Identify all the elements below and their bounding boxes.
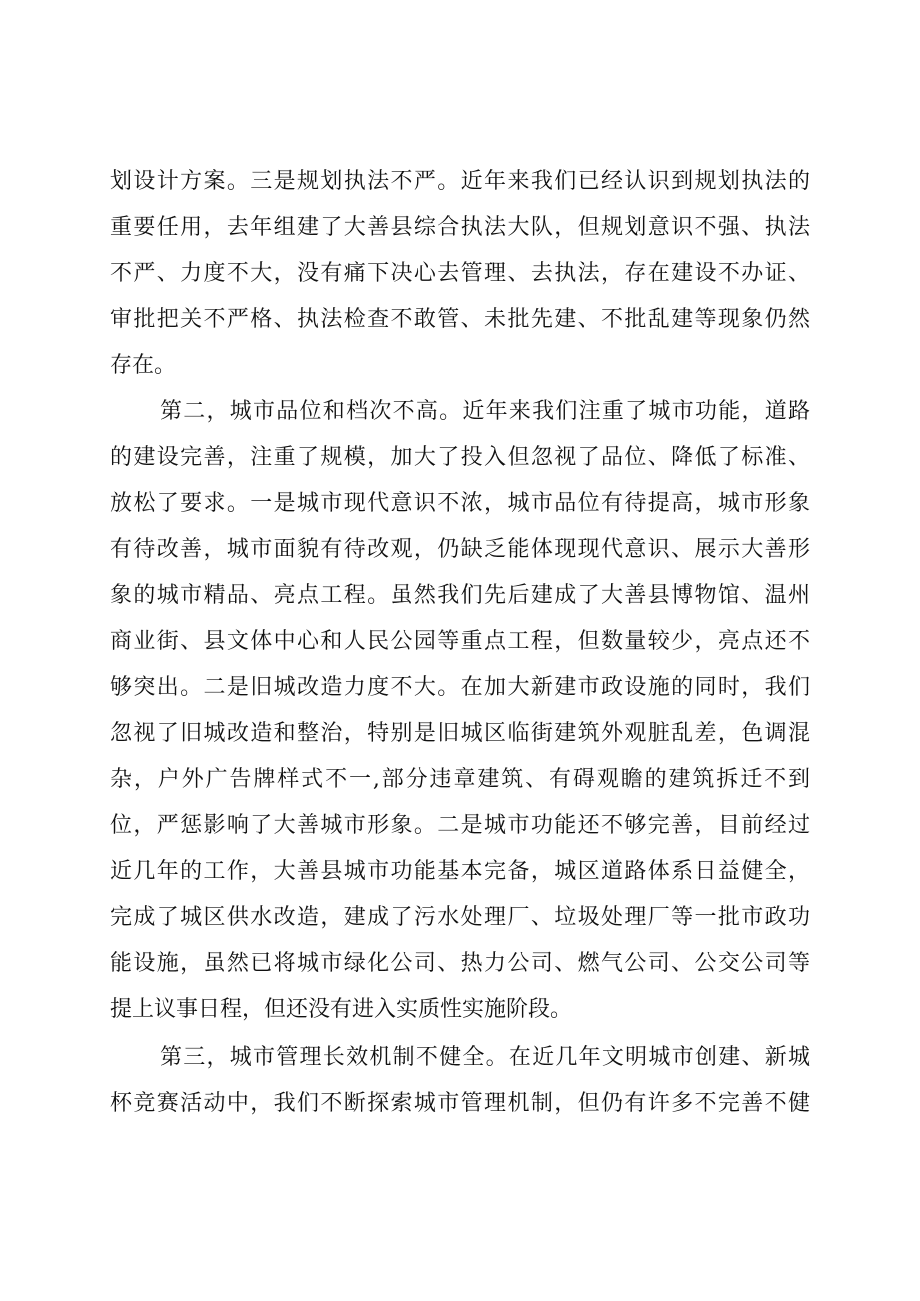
paragraph-2-line-8: 忽视了旧城改造和整治，特别是旧城区临街建筑外观脏乱差，色调混 xyxy=(110,721,810,746)
paragraph-2-line-3: 放松了要求。一是城市现代意识不浓，城市品位有待提高，城市形象 xyxy=(110,491,810,516)
paragraph-2-line-1: 第二，城市品位和档次不高。近年来我们注重了城市功能，道路 xyxy=(160,399,810,424)
paragraph-2-line-4: 有待改善，城市面貌有待改观，仍缺乏能体现现代意识、展示大善形 xyxy=(110,537,810,562)
paragraph-2-line-11: 近几年的工作，大善县城市功能基本完备，城区道路体系日益健全， xyxy=(110,859,810,884)
paragraph-1-line-5: 存在。 xyxy=(110,353,177,378)
paragraph-1-line-4: 审批把关不严格、执法检查不敢管、未批先建、不批乱建等现象仍然 xyxy=(110,307,810,332)
paragraph-2-line-13: 能设施，虽然已将城市绿化公司、热力公司、燃气公司、公交公司等 xyxy=(110,951,810,976)
paragraph-1-line-2: 重要任用，去年组建了大善县综合执法大队，但规划意识不强、执法 xyxy=(110,215,810,240)
paragraph-2-line-6: 商业街、县文体中心和人民公园等重点工程，但数量较少，亮点还不 xyxy=(110,629,810,654)
paragraph-3-line-2: 杯竞赛活动中，我们不断探索城市管理机制，但仍有许多不完善不健 xyxy=(110,1091,810,1116)
paragraph-2-line-10: 位，严惩影响了大善城市形象。二是城市功能还不够完善，目前经过 xyxy=(110,813,810,838)
paragraph-2-line-2: 的建设完善，注重了规模，加大了投入但忽视了品位、降低了标准、 xyxy=(110,445,810,470)
paragraph-2-line-12: 完成了城区供水改造，建成了污水处理厂、垃圾处理厂等一批市政功 xyxy=(110,905,810,930)
paragraph-1-line-3: 不严、力度不大，没有痛下决心去管理、去执法，存在建设不办证、 xyxy=(110,261,810,286)
paragraph-2-line-5: 象的城市精品、亮点工程。虽然我们先后建成了大善县博物馆、温州 xyxy=(110,583,810,608)
paragraph-2-line-9: 杂，户外广告牌样式不一,部分违章建筑、有碍观瞻的建筑拆迁不到 xyxy=(110,767,810,792)
paragraph-2-line-14: 提上议事日程，但还没有进入实质性实施阶段。 xyxy=(110,997,573,1022)
paragraph-1-line-1: 划设计方案。三是规划执法不严。近年来我们已经认识到规划执法的 xyxy=(110,169,810,194)
paragraph-2-line-7: 够突出。二是旧城改造力度不大。在加大新建市政设施的同时，我们 xyxy=(110,675,810,700)
paragraph-3-line-1: 第三，城市管理长效机制不健全。在近几年文明城市创建、新城 xyxy=(160,1045,810,1070)
